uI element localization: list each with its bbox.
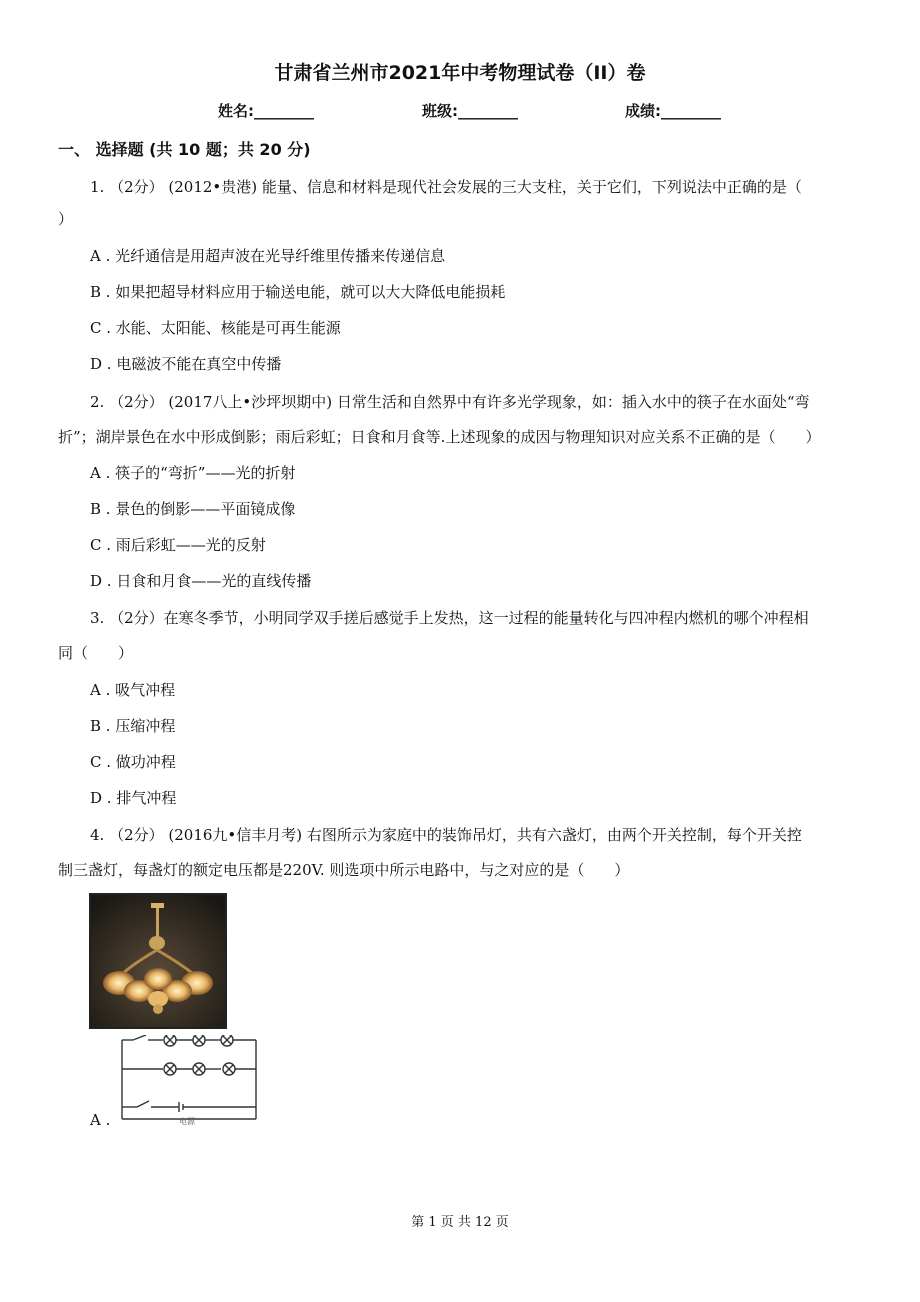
section-heading: 一、 选择题 (共 10 题；共 20 分) [58,140,311,159]
question-2-option-b: B . 景色的倒影——平面镜成像 [90,500,296,518]
chandelier-image [89,893,227,1029]
circuit-diagram-a [119,1035,259,1125]
question-2-option-a: A . 筷子的“弯折”——光的折射 [90,464,296,482]
question-3-text-cont: 同（ ） [58,644,134,662]
question-4-option-a: A . [90,1111,111,1129]
circuit-source-label: 电源 [179,1117,195,1125]
score-field-label: 成绩:________ [625,102,721,120]
question-3-option-c: C . 做功冲程 [90,753,176,771]
chandelier-illustration [91,895,225,1027]
question-2-option-d: D . 日食和月食——光的直线传播 [90,572,312,590]
name-field-label: 姓名:________ [218,102,314,120]
question-1-option-d: D . 电磁波不能在真空中传播 [90,355,282,373]
page-footer: 第 1 页 共 12 页 [411,1215,509,1230]
question-1-option-a: A . 光纤通信是用超声波在光导纤维里传播来传递信息 [90,247,446,265]
question-1-text: 1. （2分） (2012•贵港) 能量、信息和材料是现代社会发展的三大支柱，关于它们，下列说法中正确的是（ [90,178,802,196]
question-3-option-a: A . 吸气冲程 [90,681,176,699]
class-field-label: 班级:________ [422,102,518,120]
question-1-option-b: B . 如果把超导材料应用于输送电能，就可以大大降低电能损耗 [90,283,506,301]
question-4-text: 4. （2分） (2016九•信丰月考) 右图所示为家庭中的装饰吊灯，共有六盏灯，由两个开关控制，每个开关控 [90,826,802,844]
question-3-option-b: B . 压缩冲程 [90,717,176,735]
question-2-text-cont: 折”；湖岸景色在水中形成倒影；雨后彩虹；日食和月食等.上述现象的成因与物理知识对应关系不正确的是（ ） [58,428,821,446]
question-4-text-cont: 制三盏灯，每盏灯的额定电压都是220V. 则选项中所示电路中，与之对应的是（ ） [58,861,630,879]
question-1-text-cont: ） [58,210,74,228]
question-2-text: 2. （2分） (2017八上•沙坪坝期中) 日常生活和自然界中有许多光学现象，如：插入水中的筷子在水面处“弯 [90,393,810,411]
question-3-option-d: D . 排气冲程 [90,789,177,807]
page-title: 甘肃省兰州市2021年中考物理试卷（II）卷 [274,62,646,84]
question-3-text: 3. （2分）在寒冬季节，小明同学双手搓后感觉手上发热，这一过程的能量转化与四冲程内燃机的哪个冲程相 [90,609,809,627]
question-1-option-c: C . 水能、太阳能、核能是可再生能源 [90,319,341,337]
question-2-option-c: C . 雨后彩虹——光的反射 [90,536,266,554]
